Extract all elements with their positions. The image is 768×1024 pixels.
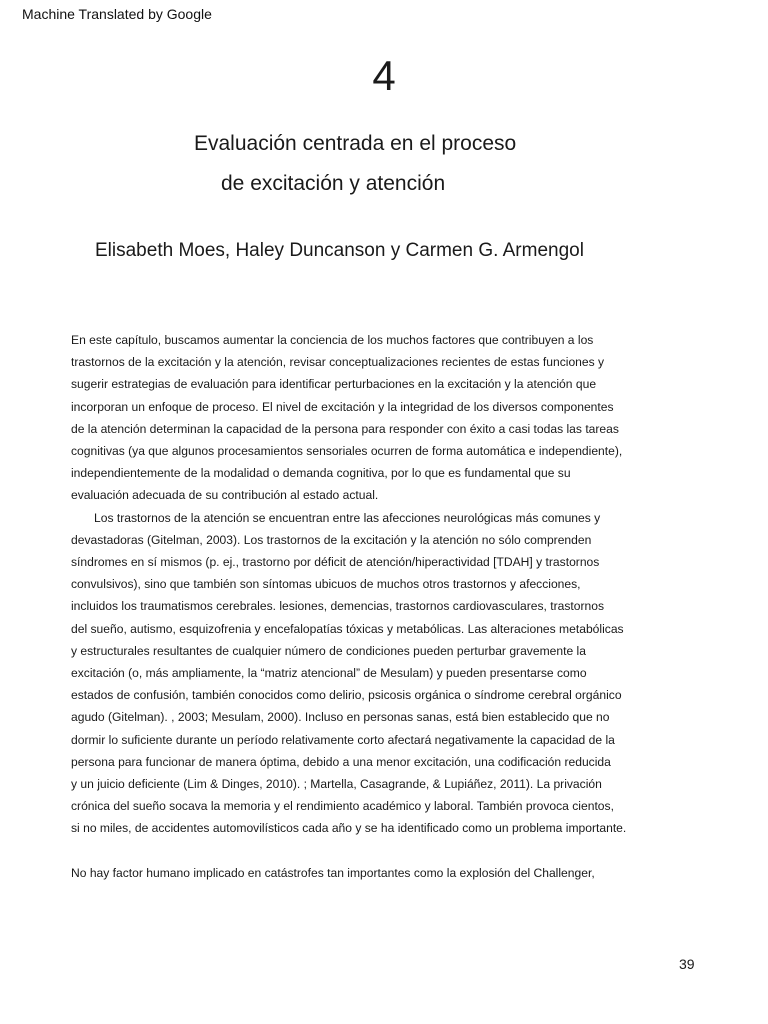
- text-line: evaluación adecuada de su contribución al estado actual.: [71, 488, 379, 503]
- text-line: excitación (o, más ampliamente, la “matriz atencional” de Mesulam) y pueden presentarse como: [71, 666, 587, 681]
- text-line: sugerir estrategias de evaluación para identificar perturbaciones en la excitación y la atención que: [71, 377, 597, 392]
- text-line: agudo (Gitelman). , 2003; Mesulam, 2000). Incluso en personas sanas, está bien establecido que no: [71, 710, 610, 725]
- text-line: estados de confusión, también conocidos como delirio, psicosis orgánica o síndrome cerebral orgánico: [71, 688, 622, 703]
- machine-translation-banner: Machine Translated by Google: [22, 6, 212, 22]
- text-line: si no miles, de accidentes automovilísticos cada año y se ha identificado como un problema importante.: [71, 821, 627, 836]
- chapter-number-text: 4: [372, 52, 396, 99]
- text-line: dormir lo suficiente durante un período relativamente corto afectará negativamente la capacidad de la: [71, 732, 615, 747]
- text-line: trastornos de la excitación y la atención, revisar conceptualizaciones recientes de estas funciones y: [71, 355, 605, 370]
- text-line: cognitivas (ya que algunos procesamientos sensoriales ocurren de forma automática e independiente),: [71, 444, 623, 459]
- text-line: del sueño, autismo, esquizofrenia y encefalopatías tóxicas y metabólicas. Las alteraciones metabólicas: [71, 621, 624, 636]
- text-line: de la atención determinan la capacidad de la persona para responder con éxito a casi todas las tareas: [71, 421, 619, 436]
- text-line: convulsivos), sino que también son síntomas ubicuos de muchos otros trastornos y afecciones,: [71, 577, 581, 592]
- paragraph-3: [71, 862, 711, 884]
- text-line: incorporan un enfoque de proceso. El nivel de excitación y la integridad de los diversos componentes: [71, 399, 614, 414]
- text-line: persona para funcionar de manera óptima, debido a una menor excitación, una codificación reducida: [71, 754, 611, 769]
- text-line: y estructurales resultantes de cualquier número de condiciones pueden perturbar gravemente la: [71, 643, 586, 658]
- text-line: En este capítulo, buscamos aumentar la conciencia de los muchos factores que contribuyen a los: [71, 333, 594, 347]
- chapter-authors: Elisabeth Moes, Haley Duncanson y Carmen G. Armengol: [95, 240, 584, 261]
- text-line: incluidos los traumatismos cerebrales. lesiones, demencias, trastornos cardiovasculares, trastornos: [71, 599, 605, 614]
- chapter-title-line-2: de excitación y atención: [221, 172, 446, 195]
- text-line: síndromes en sí mismos (p. ej., trastorno por déficit de atención/hiperactividad [TDAH] y trastornos: [71, 555, 600, 570]
- paragraph-gap: [71, 840, 711, 862]
- chapter-number: [0, 52, 768, 100]
- text-line: No hay factor humano implicado en catástrofes tan importantes como la explosión del Challenger,: [71, 865, 595, 880]
- paragraph-2: [71, 507, 711, 840]
- chapter-title-line-1: Evaluación centrada en el proceso: [194, 132, 517, 155]
- body-text: [71, 329, 711, 884]
- text-line: y un juicio deficiente (Lim & Dinges, 2010). ; Martella, Casagrande, & Lupiáñez, 2011). La privación: [71, 777, 602, 792]
- page-number: 39: [679, 956, 695, 972]
- text-line: crónica del sueño socava la memoria y el rendimiento académico y laboral. También provoca cientos,: [71, 799, 614, 814]
- text-line: Los trastornos de la atención se encuentran entre las afecciones neurológicas más comunes y: [94, 510, 601, 525]
- text-line: independientemente de la modalidad o demanda cognitiva, por lo que es fundamental que su: [71, 466, 571, 481]
- paragraph-1: [71, 329, 711, 507]
- text-line: devastadoras (Gitelman, 2003). Los trastornos de la excitación y la atención no sólo comprenden: [71, 532, 592, 547]
